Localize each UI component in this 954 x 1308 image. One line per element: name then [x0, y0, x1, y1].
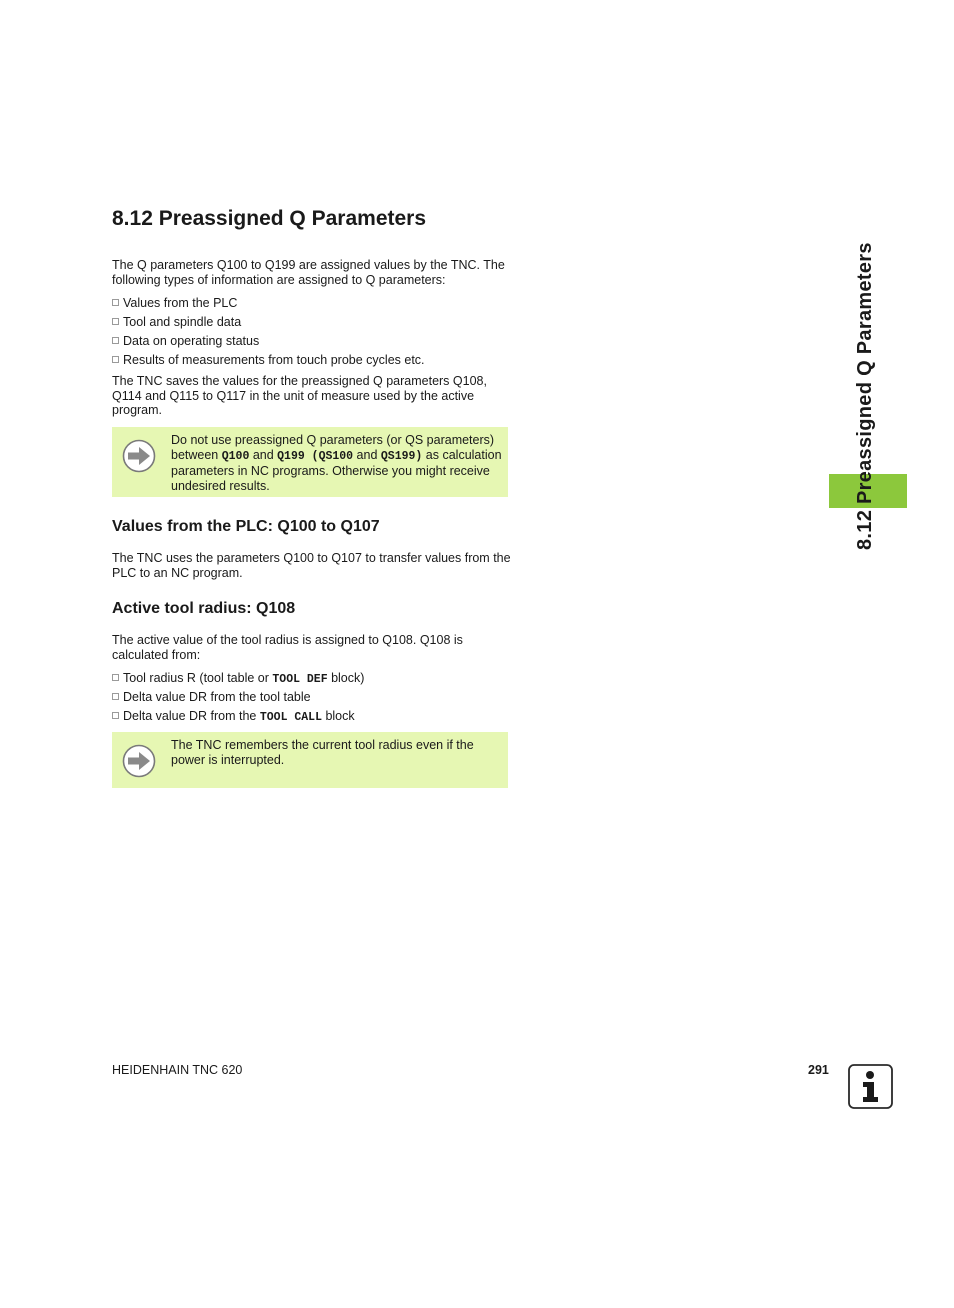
bullet-square-icon — [112, 674, 119, 681]
list-item: Tool radius R (tool table or TOOL DEF block) — [112, 671, 512, 690]
radius-paragraph: The active value of the tool radius is assigned to Q108. Q108 is calculated from: — [112, 633, 463, 662]
page-number: 291 — [808, 1063, 829, 1077]
arrow-right-icon — [122, 744, 156, 778]
note-text: The TNC remembers the current tool radius even if the power is interrupted. — [171, 738, 474, 767]
footer-product: HEIDENHAIN TNC 620 — [112, 1063, 243, 1077]
side-tab-title: 8.12 Preassigned Q Parameters — [854, 242, 876, 550]
bullet-square-icon — [112, 356, 119, 363]
info-type-list — [112, 296, 512, 372]
list-item: Delta value DR from the tool table — [112, 690, 512, 709]
page-title: 8.12 Preassigned Q Parameters — [112, 207, 427, 230]
note-box-preassigned — [112, 427, 508, 497]
list-item: Values from the PLC — [112, 296, 512, 315]
plc-paragraph: The TNC uses the parameters Q100 to Q107 to transfer values from the PLC to an NC program. — [112, 551, 511, 580]
note-text: Do not use preassigned Q parameters (or QS parameters) between Q100 and Q199 (QS100 and QS199) as calculation parameters in NC programs. Otherwise you might receive undesired results. — [171, 433, 502, 493]
bullet-square-icon — [112, 693, 119, 700]
list-item: Tool and spindle data — [112, 315, 512, 334]
units-paragraph: The TNC saves the values for the preassigned Q parameters Q108, Q114 and Q115 to Q117 in the unit of measure used by the active program. — [112, 374, 487, 417]
arrow-right-icon — [122, 439, 156, 473]
note-box-radius — [112, 732, 508, 788]
list-item: Delta value DR from the TOOL CALL block — [112, 709, 512, 728]
bullet-square-icon — [112, 712, 119, 719]
info-icon — [848, 1064, 893, 1109]
intro-paragraph: The Q parameters Q100 to Q199 are assigned values by the TNC. The following types of information are assigned to Q parameters: — [112, 258, 505, 287]
plc-heading: Values from the PLC: Q100 to Q107 — [112, 518, 380, 535]
list-item: Results of measurements from touch probe cycles etc. — [112, 353, 512, 372]
bullet-square-icon — [112, 337, 119, 344]
bullet-square-icon — [112, 299, 119, 306]
radius-source-list — [112, 671, 512, 728]
radius-heading: Active tool radius: Q108 — [112, 600, 296, 617]
bullet-square-icon — [112, 318, 119, 325]
list-item: Data on operating status — [112, 334, 512, 353]
